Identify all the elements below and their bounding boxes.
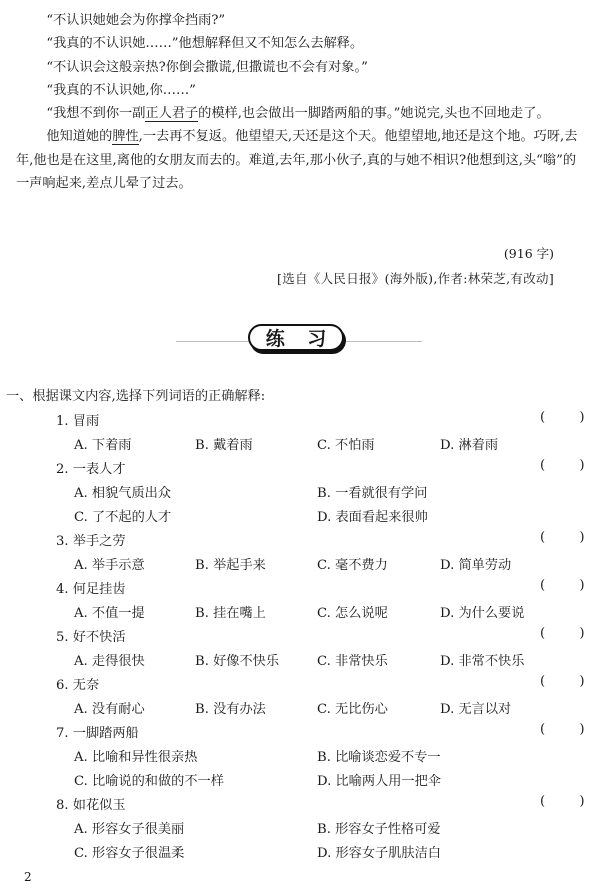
answer-blank[interactable]: ( ) xyxy=(540,674,585,689)
answer-blank[interactable]: ( ) xyxy=(540,626,585,641)
answer-blank[interactable]: ( ) xyxy=(540,410,585,425)
question-stem-row xyxy=(0,578,598,600)
story-text xyxy=(16,9,584,195)
option-a[interactable]: A. 相貌气质出众 xyxy=(74,486,172,501)
option-b[interactable]: B. 举起手来 xyxy=(195,558,266,573)
answer-blank[interactable]: ( ) xyxy=(540,530,585,545)
option-d[interactable]: D. 表面看起来很帅 xyxy=(317,510,428,525)
option-a[interactable]: A. 不值一提 xyxy=(74,606,145,621)
option-b[interactable]: B. 比喻谈恋爱不专一 xyxy=(317,750,441,765)
option-d[interactable]: D. 为什么要说 xyxy=(440,606,525,621)
word-count: (916 字) xyxy=(503,246,554,261)
option-c[interactable]: C. 不怕雨 xyxy=(317,438,375,453)
section-title: 一、根据课文内容,选择下列词语的正确解释: xyxy=(6,389,266,404)
option-a[interactable]: A. 下着雨 xyxy=(74,438,132,453)
page-number: 2 xyxy=(24,870,32,884)
question-stem-row xyxy=(0,674,598,696)
option-b[interactable]: B. 形容女子性格可爱 xyxy=(317,822,441,837)
question-stem: 1. 冒雨 xyxy=(56,414,100,429)
question-stem: 3. 举手之劳 xyxy=(56,534,126,549)
paragraph-text: 的模样,也会做出一脚踏两船的事。”她说完,头也不回地走了。 xyxy=(198,106,550,122)
option-a[interactable]: A. 举手示意 xyxy=(74,558,145,573)
exercise-banner xyxy=(176,324,422,356)
option-a[interactable]: A. 走得很快 xyxy=(74,654,145,669)
exercise-title: 练 习 xyxy=(248,324,344,351)
option-a[interactable]: A. 形容女子很美丽 xyxy=(74,822,185,837)
question-stem: 4. 何足挂齿 xyxy=(56,582,126,597)
paragraph-text: 他知道她的 xyxy=(46,129,113,145)
question-stem-row xyxy=(0,626,598,648)
question-stem-row xyxy=(0,794,598,816)
option-b[interactable]: B. 戴着雨 xyxy=(195,438,253,453)
answer-blank[interactable]: ( ) xyxy=(540,578,585,593)
option-b[interactable]: B. 好像不快乐 xyxy=(195,654,280,669)
underlined-word-pixing: 脾性 xyxy=(112,129,139,145)
question-stem: 7. 一脚踏两船 xyxy=(56,726,139,741)
option-c[interactable]: C. 形容女子很温柔 xyxy=(74,846,185,861)
option-d[interactable]: D. 非常不快乐 xyxy=(440,654,525,669)
answer-blank[interactable]: ( ) xyxy=(540,794,585,809)
dialogue-line-2: “我真的不认识她……”他想解释但又不知怎么去解释。 xyxy=(46,36,364,52)
question-stem-row xyxy=(0,530,598,552)
paragraph-text: ,一去再不复返。他望望天,天还是这个天。他望望地,地还是这个地。巧呀,去年,他也是在这里,离他的女朋友而去的。难道,去年,那小伙子,真的与她不相识?他想到这,头“嗡”的一声响起来,差点儿晕了过去。 xyxy=(16,129,578,192)
question-stem-row xyxy=(0,410,598,432)
question-stem: 6. 无奈 xyxy=(56,678,100,693)
question-stem-row xyxy=(0,458,598,480)
source-citation: [选自《人民日报》(海外版),作者:林荣芝,有改动] xyxy=(277,271,554,286)
option-d[interactable]: D. 淋着雨 xyxy=(440,438,499,453)
option-d[interactable]: D. 形容女子肌肤洁白 xyxy=(317,846,441,861)
story-paragraph-5 xyxy=(16,102,584,125)
question-stem: 2. 一表人才 xyxy=(56,462,126,477)
option-c[interactable]: C. 了不起的人才 xyxy=(74,510,172,525)
underlined-word-zhengren-junzi: 正人君子 xyxy=(145,106,199,122)
answer-blank[interactable]: ( ) xyxy=(540,458,585,473)
question-stem: 5. 好不快活 xyxy=(56,630,126,645)
answer-blank[interactable]: ( ) xyxy=(540,722,585,737)
option-c[interactable]: C. 无比伤心 xyxy=(317,702,388,717)
option-d[interactable]: D. 简单劳动 xyxy=(440,558,512,573)
question-stem-row xyxy=(0,722,598,744)
dialogue-line-3: “不认识会这般亲热?你倒会撒谎,但撒谎也不会有对象。” xyxy=(46,59,368,75)
dialogue-line-4: “我真的不认识她,你……” xyxy=(46,82,196,98)
option-a[interactable]: A. 没有耐心 xyxy=(74,702,145,717)
option-b[interactable]: B. 挂在嘴上 xyxy=(195,606,266,621)
option-c[interactable]: C. 毫不费力 xyxy=(317,558,388,573)
option-b[interactable]: B. 没有办法 xyxy=(195,702,266,717)
paragraph-text: “我想不到你一副 xyxy=(46,106,146,122)
option-b[interactable]: B. 一看就很有学问 xyxy=(317,486,428,501)
option-a[interactable]: A. 比喻和异性很亲热 xyxy=(74,750,198,765)
option-d[interactable]: D. 无言以对 xyxy=(440,702,512,717)
option-c[interactable]: C. 怎么说呢 xyxy=(317,606,388,621)
option-c[interactable]: C. 比喻说的和做的不一样 xyxy=(74,774,224,789)
option-d[interactable]: D. 比喻两人用一把伞 xyxy=(317,774,441,789)
option-c[interactable]: C. 非常快乐 xyxy=(317,654,388,669)
dialogue-line-1: “不认识她她会为你撑伞挡雨?” xyxy=(46,13,226,28)
story-paragraph-6 xyxy=(16,125,584,195)
question-stem: 8. 如花似玉 xyxy=(56,798,126,813)
